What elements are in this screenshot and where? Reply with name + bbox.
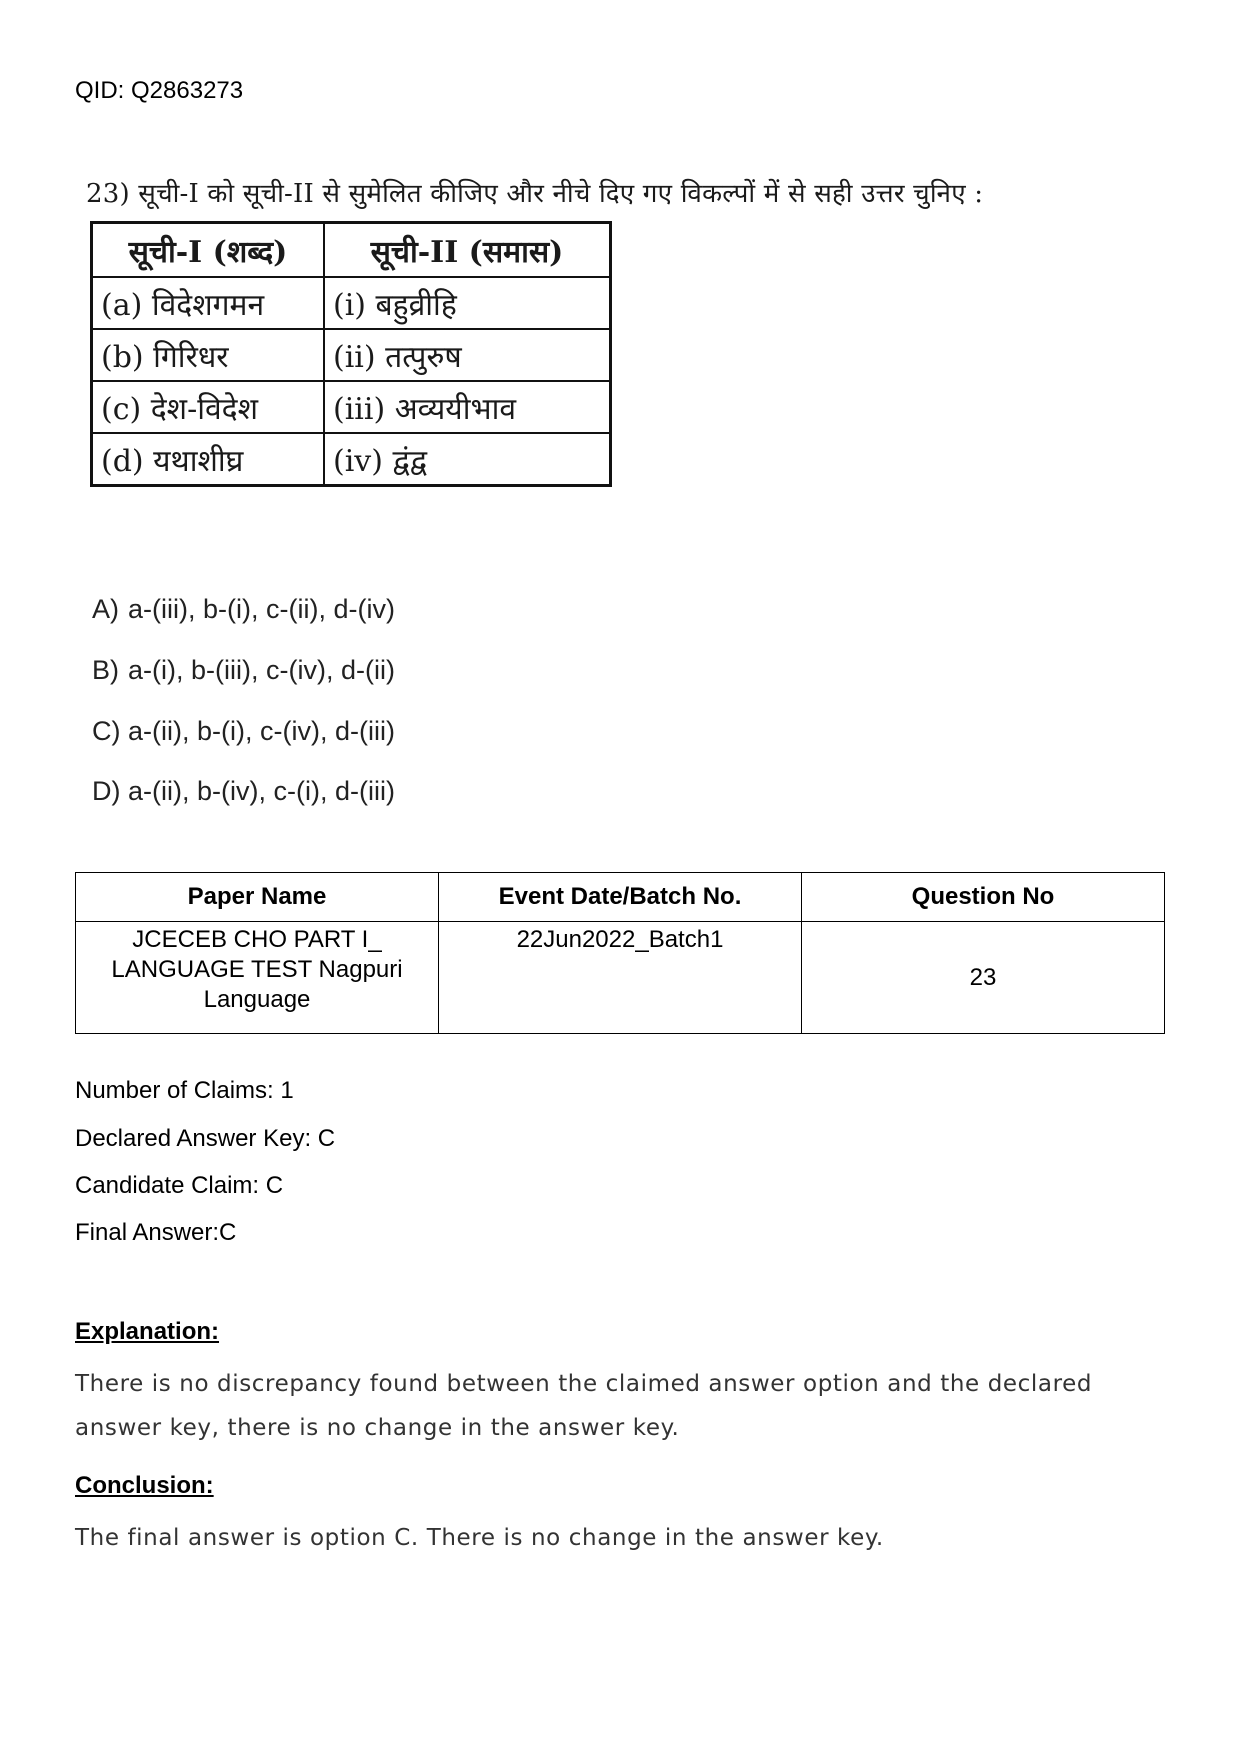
paper-name-value: JCECEB CHO PART I_ LANGUAGE TEST Nagpuri Language [76, 922, 439, 1034]
match-table-header-list1: सूची-I (शब्द) [92, 223, 325, 278]
option-d [92, 775, 395, 807]
match-table [90, 221, 612, 487]
final-answer: Final Answer:C [75, 1219, 237, 1246]
option-text: a-(ii), b-(i), c-(iv), d-(iii) [128, 716, 395, 746]
question-image [82, 168, 1122, 818]
option-letter: D) [92, 776, 121, 806]
header-event-date: Event Date/Batch No. [439, 873, 802, 922]
match-table-row [92, 433, 611, 486]
header-question-no: Question No [802, 873, 1165, 922]
conclusion-text: The final answer is option C. There is no change in the answer key. [75, 1525, 884, 1551]
event-date-value: 22Jun2022_Batch1 [439, 922, 802, 1034]
explanation-heading: Explanation: [75, 1318, 220, 1345]
option-letter: A) [92, 594, 119, 624]
match-table-header-row [92, 223, 611, 278]
match-table-cell: (iv) द्वंद्व [324, 433, 611, 486]
match-table-row [92, 277, 611, 329]
match-table-header-list2: सूची-II (समास) [324, 223, 611, 278]
match-table-row [92, 381, 611, 433]
declared-answer-key: Declared Answer Key: C [75, 1125, 336, 1152]
question-stem: 23) सूची-I को सूची-II से सुमेलित कीजिए और नीचे दिए गए विकल्पों में से सही उत्तर चुनिए : [86, 179, 984, 209]
number-of-claims: Number of Claims: 1 [75, 1077, 294, 1104]
option-text: a-(iii), b-(i), c-(ii), d-(iv) [128, 594, 395, 624]
match-table-cell: (iii) अव्ययीभाव [324, 381, 611, 433]
option-text: a-(ii), b-(iv), c-(i), d-(iii) [128, 776, 395, 806]
conclusion-heading: Conclusion: [75, 1472, 214, 1499]
match-table-cell: (b) गिरिधर [92, 329, 325, 381]
match-table-cell: (c) देश-विदेश [92, 381, 325, 433]
candidate-claim: Candidate Claim: C [75, 1172, 284, 1199]
info-table-header-row [76, 873, 1165, 922]
match-table-cell: (i) बहुव्रीहि [324, 277, 611, 329]
option-letter: B) [92, 655, 119, 685]
match-table-cell: (ii) तत्पुरुष [324, 329, 611, 381]
option-c [92, 715, 395, 747]
paper-info-table [75, 872, 1165, 1034]
info-table-row [76, 922, 1165, 1034]
question-no-value: 23 [802, 922, 1165, 1034]
match-table-cell: (a) विदेशगमन [92, 277, 325, 329]
option-letter: C) [92, 716, 121, 746]
option-a [92, 593, 395, 625]
header-paper-name: Paper Name [76, 873, 439, 922]
explanation-text: There is no discrepancy found between the claimed answer option and the declared answer key, there is no change in the answer key. [75, 1371, 1093, 1441]
match-table-cell: (d) यथाशीघ्र [92, 433, 325, 486]
match-table-row [92, 329, 611, 381]
option-text: a-(i), b-(iii), c-(iv), d-(ii) [128, 655, 395, 685]
qid-label: QID: Q2863273 [75, 77, 244, 104]
option-b [92, 654, 395, 686]
